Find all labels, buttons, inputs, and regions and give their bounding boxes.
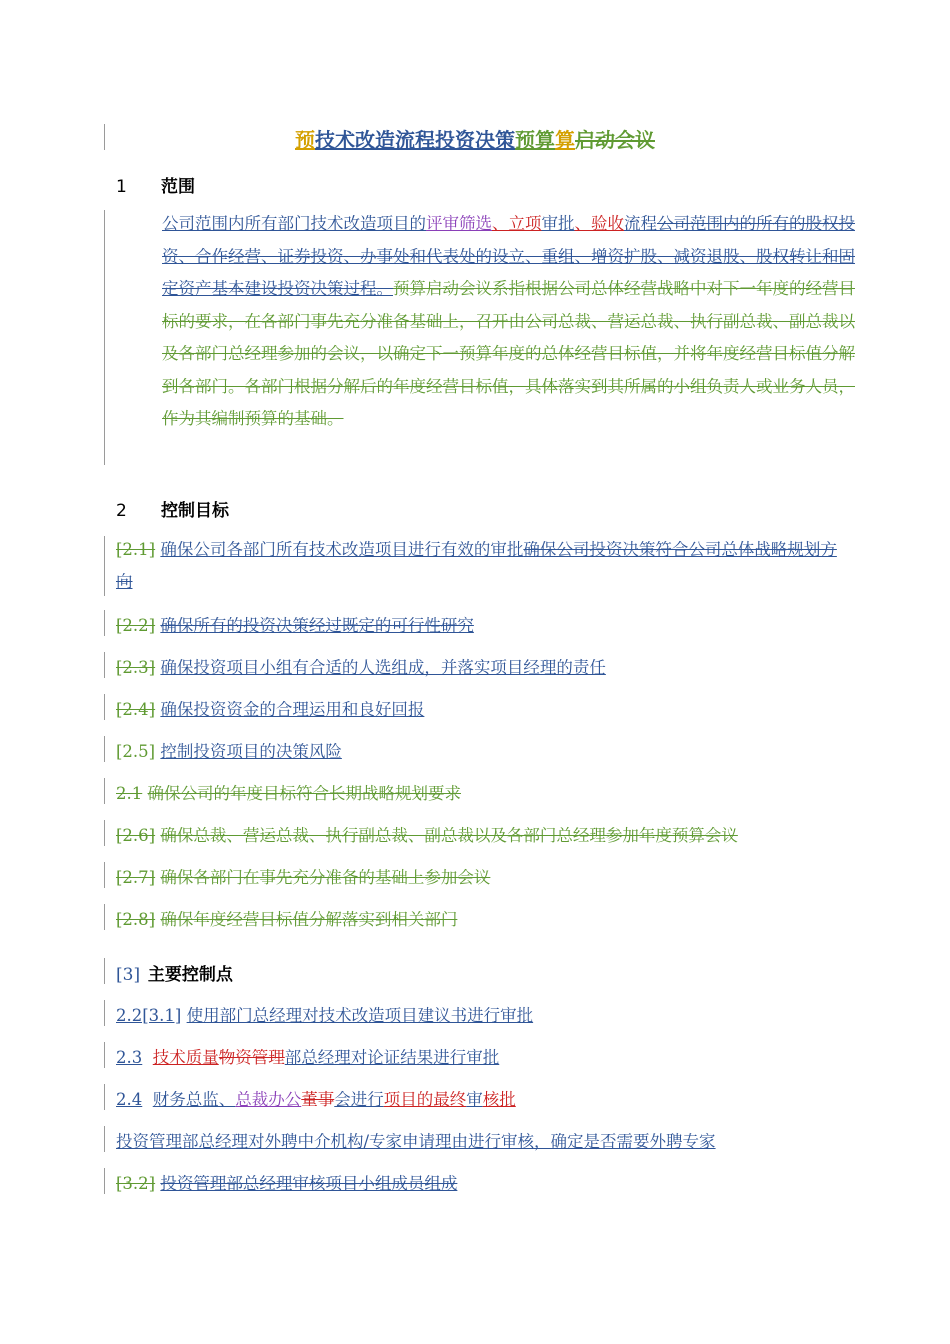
change-bar	[104, 820, 105, 846]
control-point-item: 2.2[3.1] 使用部门总经理对技术改造项目建议书进行审批	[116, 1006, 534, 1025]
change-bar	[104, 652, 105, 678]
change-bar	[104, 536, 105, 596]
change-bar	[104, 1168, 105, 1194]
change-bar	[104, 210, 105, 465]
document-title: 预技术改造流程投资决策预算算启动会议	[295, 128, 655, 152]
objective-item: [2.5] 控制投资项目的决策风险	[116, 742, 342, 761]
objective-item: [2.1] 确保公司各部门所有技术改造项目进行有效的审批确保公司投资决策符合公司总体战略规划方向	[116, 540, 837, 591]
objective-item: 2.1 确保公司的年度目标符合长期战略规划要求	[116, 784, 461, 803]
change-bar	[104, 736, 105, 762]
change-bar	[104, 610, 105, 636]
objective-item: [2.6] 确保总裁、营运总裁、执行副总裁、副总裁以及各部门总经理参加年度预算会议	[116, 826, 738, 845]
section-heading-control-points: [3] 主要控制点	[116, 965, 233, 985]
change-bar	[104, 1084, 105, 1110]
change-bar	[104, 694, 105, 720]
change-bar	[104, 904, 105, 930]
objective-item: [2.4] 确保投资资金的合理运用和良好回报	[116, 700, 425, 719]
change-bar	[104, 958, 105, 984]
change-bar	[104, 862, 105, 888]
change-bar	[104, 778, 105, 804]
scope-paragraph: 公司范围内所有部门技术改造项目的评审筛选、立项审批、验收流程公司范围内的所有的股权投资、合作经营、证券投资、办事处和代表处的设立、重组、增资扩股、减资退股、股权转让和固定资产基本建设投资决策过程。预算启动会议系指根据公司总体经营战略中对下一年度的经营目标的要求，在各部门事先充分准备基础上，召开由公司总裁、营运总裁、执行副总裁、副总裁以及各部门总经理参加的会议，以确定下一预算年度的总体经营目标值，并将年度经营目标值分解到各部门。各部门根据分解后的年度经营目标值，具体落实到其所属的小组负责人或业务人员，作为其编制预算的基础。	[162, 214, 855, 428]
objective-item: [2.7] 确保各部门在事先充分准备的基础上参加会议	[116, 868, 491, 887]
section-heading-scope: 1 范围	[116, 177, 195, 197]
change-bar	[104, 1000, 105, 1026]
section-heading-objectives: 2 控制目标	[116, 501, 229, 521]
control-point-item: 2.4 财务总监、总裁办公董事会进行项目的最终审核批	[116, 1090, 516, 1109]
objective-item: [2.2] 确保所有的投资决策经过既定的可行性研究	[116, 616, 474, 635]
control-point-item: [3.2] 投资管理部总经理审核项目小组成员组成	[116, 1174, 458, 1193]
objective-item: [2.3] 确保投资项目小组有合适的人选组成，并落实项目经理的责任	[116, 658, 606, 677]
objective-item: [2.8] 确保年度经营目标值分解落实到相关部门	[116, 910, 458, 929]
control-point-item: 投资管理部总经理对外聘中介机构/专家申请理由进行审核，确定是否需要外聘专家	[116, 1132, 716, 1151]
control-point-item: 2.3 技术质量物资管理部总经理对论证结果进行审批	[116, 1048, 500, 1067]
change-bar	[104, 1042, 105, 1068]
change-bar	[104, 1126, 105, 1152]
